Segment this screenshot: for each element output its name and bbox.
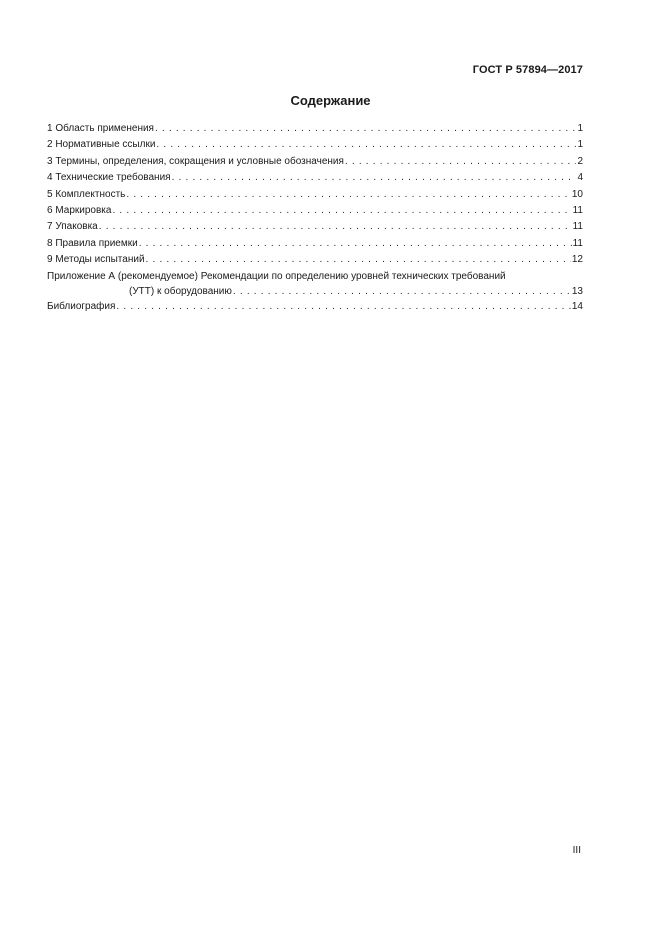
toc-bibliography-label: Библиография	[47, 300, 116, 312]
toc-leader-dots	[139, 236, 572, 252]
toc-entry[interactable]	[47, 236, 583, 252]
toc-entry-page: 1	[577, 123, 583, 134]
toc-entry-label: 8 Правила приемки	[47, 237, 138, 249]
page-number: III	[572, 845, 581, 856]
toc-entry-label: 2 Нормативные ссылки	[47, 139, 156, 151]
toc-entry[interactable]	[47, 203, 583, 219]
toc-entry[interactable]	[47, 170, 583, 186]
toc-appendix-label-line1: Приложение А (рекомендуемое) Рекомендации по определению уровней технических требований	[47, 270, 506, 282]
toc-bibliography-page: 14	[571, 300, 583, 312]
toc-appendix-label-line2: (УТТ) к оборудованию	[129, 285, 232, 297]
toc-entry-label: 7 Упаковка	[47, 221, 98, 233]
toc-entry[interactable]	[47, 252, 583, 268]
toc-leader-dots	[345, 154, 577, 170]
toc-appendix-entry[interactable]	[47, 269, 583, 284]
toc-entry-page: 2	[577, 155, 583, 167]
toc-entry[interactable]	[47, 187, 583, 203]
toc-entry[interactable]	[47, 219, 583, 235]
toc-leader-dots	[155, 121, 576, 137]
toc-leader-dots	[126, 187, 571, 203]
toc-leader-dots	[233, 284, 571, 299]
toc-entry-label: 4 Технические требования	[47, 172, 171, 184]
toc-entry[interactable]	[47, 154, 583, 170]
toc-appendix-entry-continuation[interactable]	[47, 284, 583, 299]
toc-leader-dots	[112, 203, 571, 219]
toc-entry-label: 6 Маркировка	[47, 204, 112, 216]
table-of-contents	[47, 121, 583, 315]
toc-entry-page: 1	[577, 139, 583, 151]
toc-leader-dots	[116, 299, 570, 315]
toc-entry-label: 5 Комплектность	[47, 188, 126, 200]
toc-bibliography-entry[interactable]	[47, 299, 583, 315]
toc-entry-page: 4	[577, 172, 583, 184]
toc-entry[interactable]	[47, 137, 583, 153]
toc-appendix-page: 13	[571, 285, 583, 297]
toc-entry-page: 12	[571, 254, 583, 266]
toc-entry-page: 11	[572, 204, 583, 216]
toc-leader-dots	[172, 170, 577, 186]
toc-entry-page: 10	[571, 188, 583, 200]
standard-code: ГОСТ Р 57894—2017	[472, 64, 583, 76]
toc-leader-dots	[146, 252, 571, 268]
toc-entry-label: 3 Термины, определения, сокращения и условные обозначения	[47, 155, 344, 167]
toc-leader-dots	[156, 137, 576, 153]
toc-entry-label: 1 Область применения	[47, 123, 154, 134]
toc-entry[interactable]	[47, 121, 583, 137]
toc-entry-label: 9 Методы испытаний	[47, 254, 145, 266]
toc-entry-page: 11	[572, 237, 583, 249]
toc-leader-dots	[99, 219, 572, 235]
toc-entry-page: 11	[572, 221, 583, 233]
toc-title: Содержание	[290, 93, 371, 108]
